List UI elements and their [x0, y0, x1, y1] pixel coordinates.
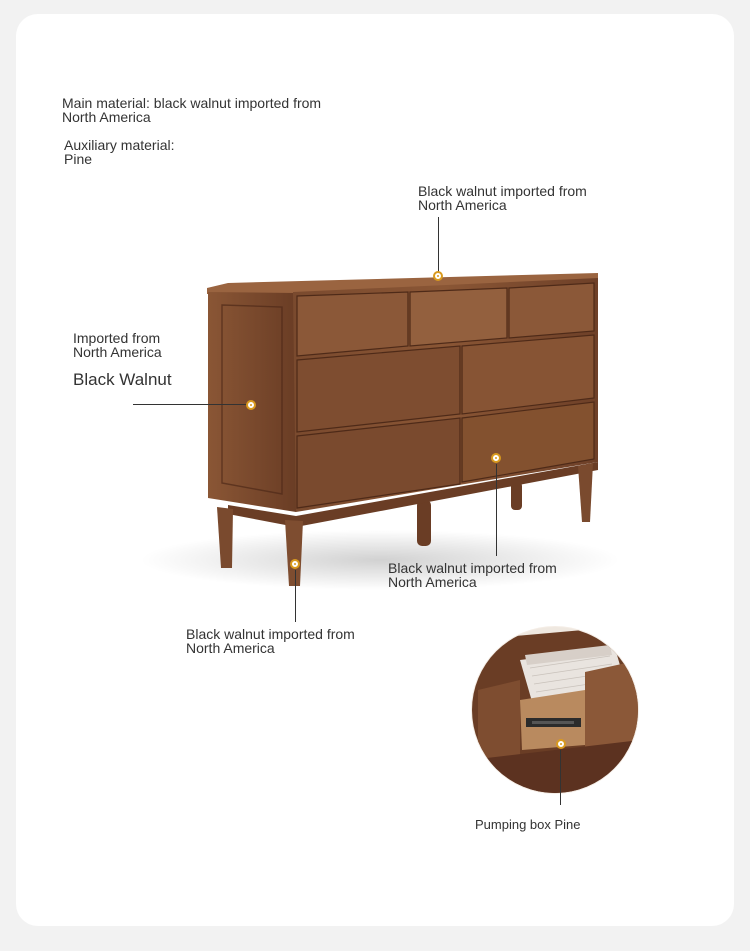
- auxiliary-material-text: Auxiliary material: Pine: [64, 137, 175, 167]
- detail-callout-label: Pumping box Pine: [475, 817, 581, 832]
- detail-callout-line: [560, 750, 561, 805]
- leg-callout-line: [295, 570, 296, 622]
- drawer-callout-dot: [491, 453, 501, 463]
- side-callout-line: [133, 404, 247, 405]
- main-material-text: Main material: black walnut imported from North America: [62, 95, 322, 125]
- leg-callout-label: Black walnut imported from North America: [186, 626, 355, 656]
- drawer-callout-line: [496, 464, 497, 556]
- drawer-callout-label: Black walnut imported from North America: [388, 560, 557, 590]
- side-callout-subtitle: Imported from North America: [73, 330, 162, 360]
- top-callout-line: [438, 217, 439, 273]
- side-callout-title: Black Walnut: [73, 370, 172, 389]
- top-callout-dot: [433, 271, 443, 281]
- top-callout-label: Black walnut imported from North America: [418, 183, 587, 213]
- detail-callout-dot: [556, 739, 566, 749]
- side-callout-dot: [246, 400, 256, 410]
- leg-callout-dot: [290, 559, 300, 569]
